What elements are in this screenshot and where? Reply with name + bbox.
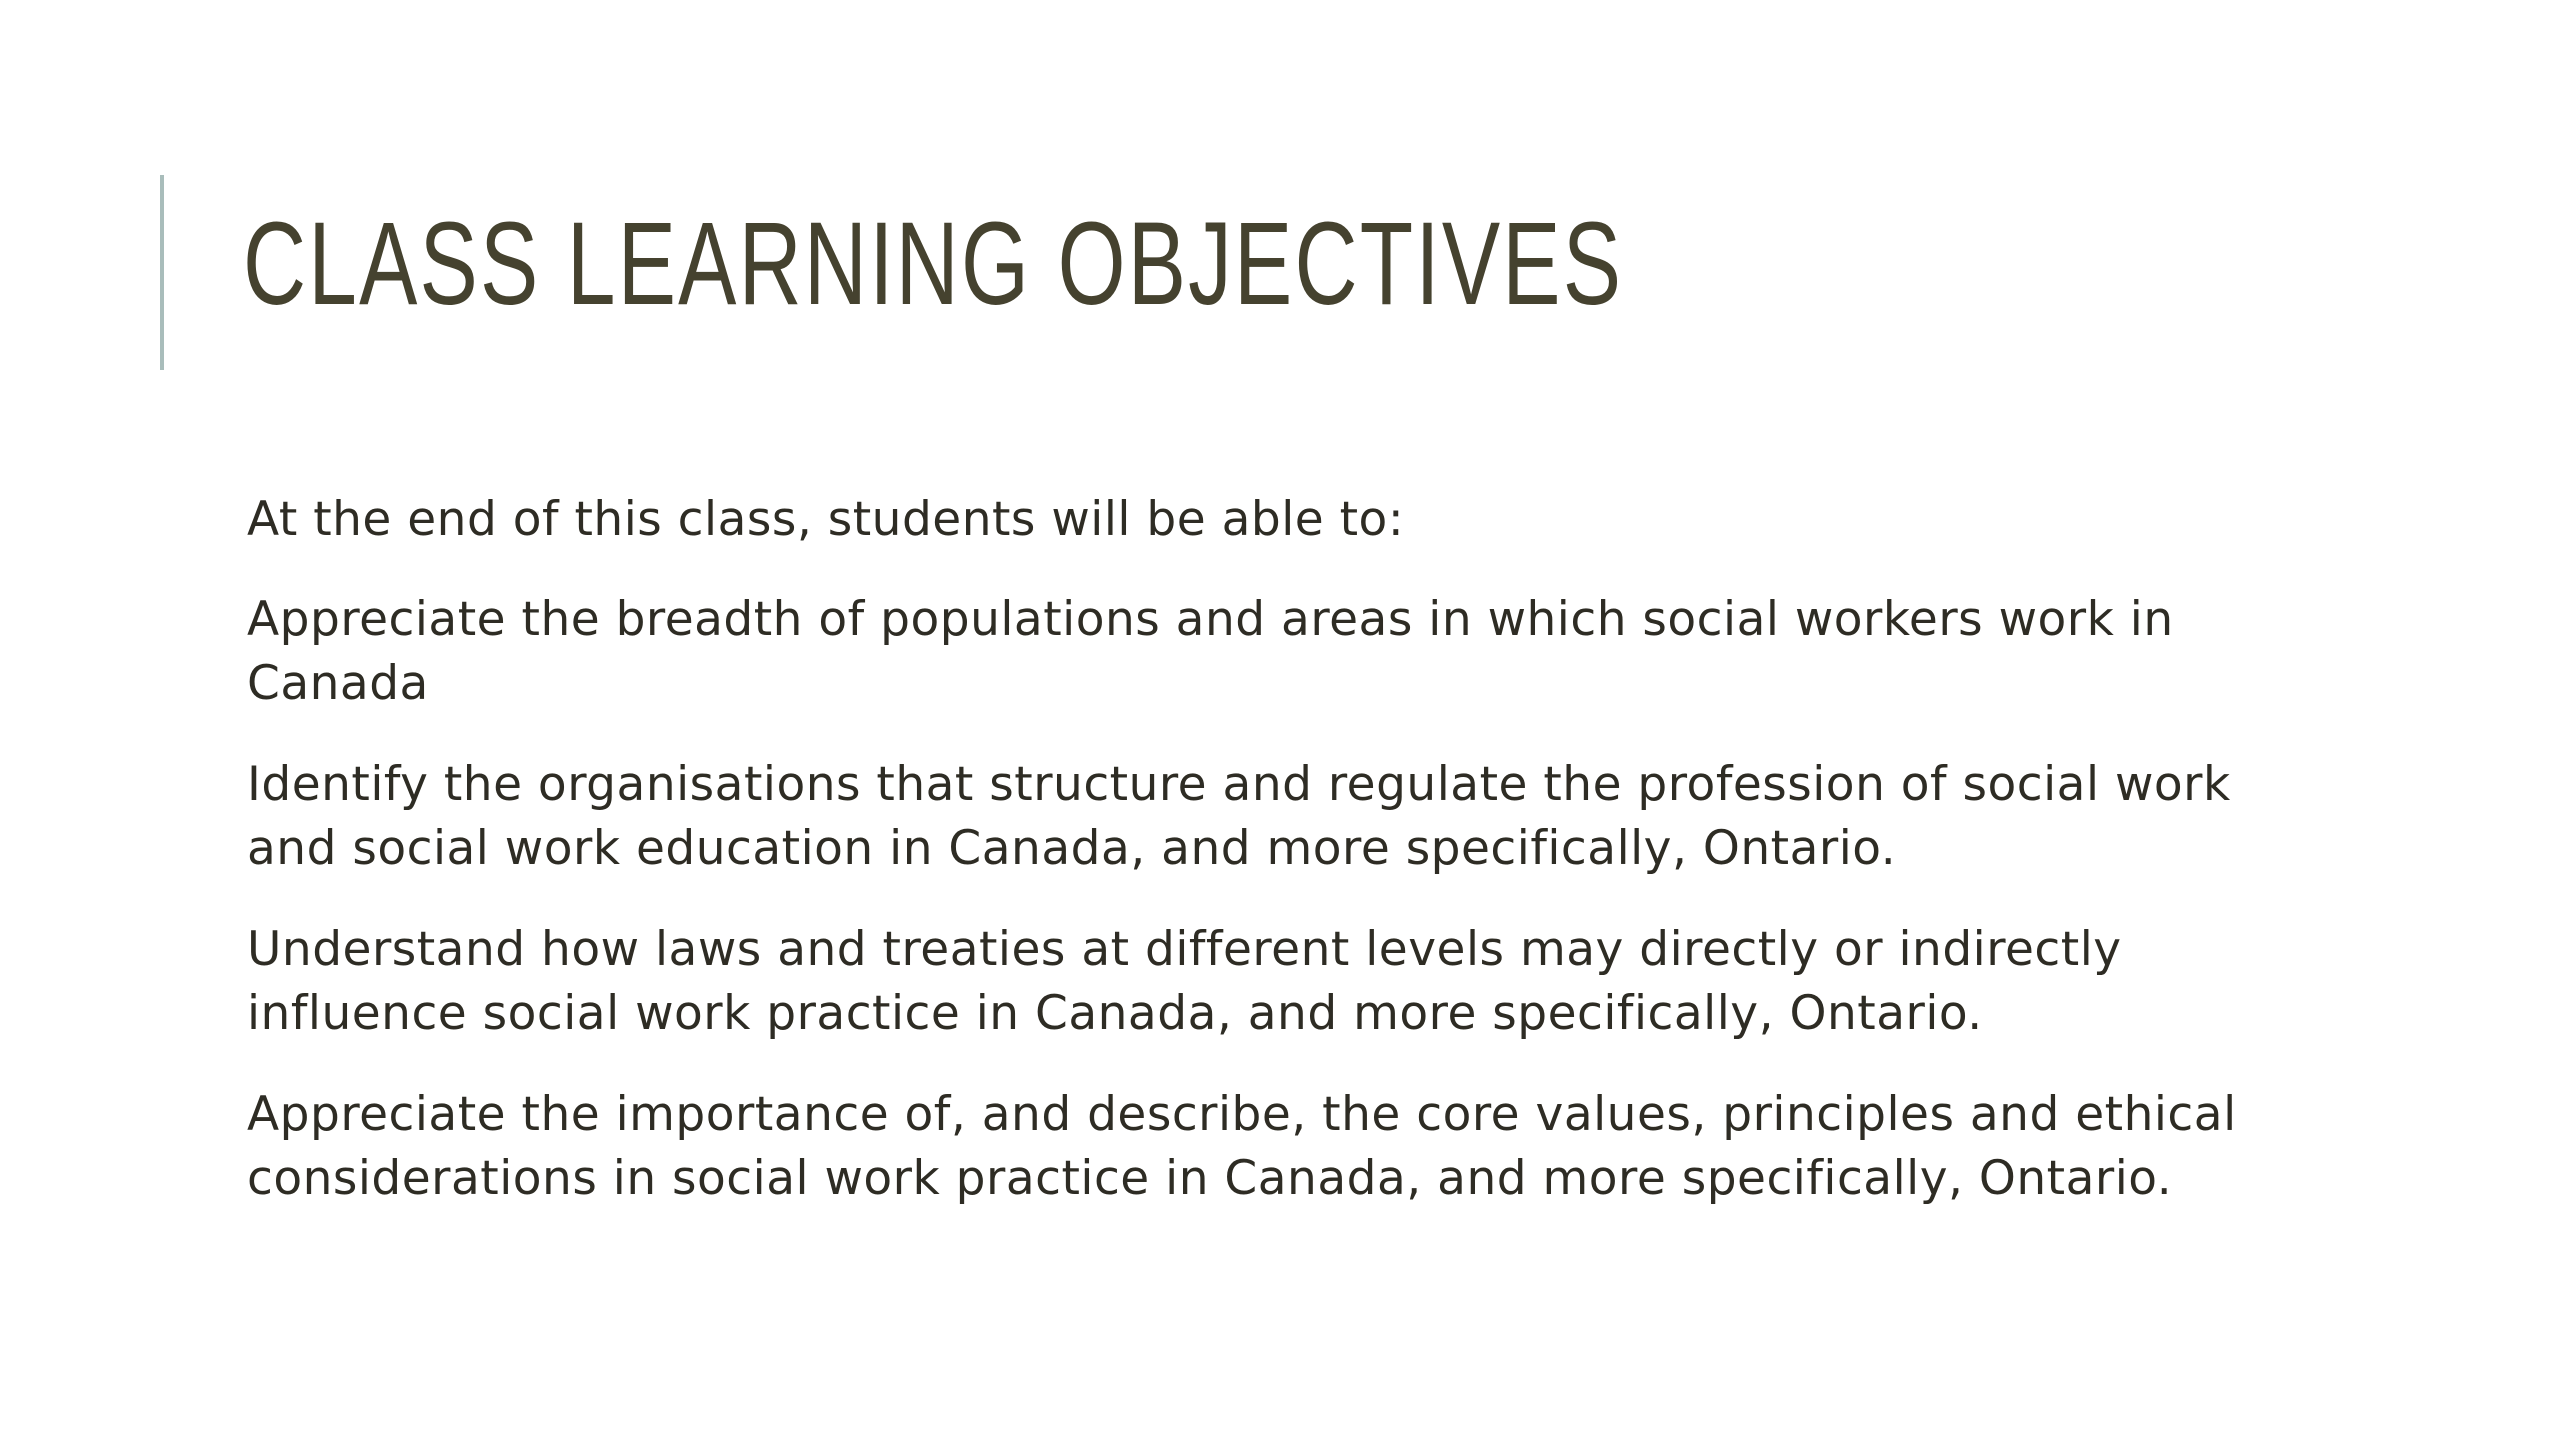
objective-item: Appreciate the breadth of populations and areas in which social workers work in Canada: [247, 592, 2174, 711]
objective-item: Appreciate the importance of, and describe, the core values, principles and ethical considerations in social work practice in Canada, and more specifically, Ontario.: [247, 1087, 2237, 1206]
slide-body: [247, 488, 2247, 1248]
slide-title: CLASS LEARNING OBJECTIVES: [243, 198, 1624, 330]
objective-item: Identify the organisations that structure and regulate the profession of social work and social work education in Canada, and more specifically, Ontario.: [247, 757, 2231, 876]
title-accent-bar: [160, 175, 164, 370]
intro-text: At the end of this class, students will be able to:: [247, 492, 1405, 547]
objective-item: Understand how laws and treaties at different levels may directly or indirectly influence social work practice in Canada, and more specifically, Ontario.: [247, 922, 2122, 1041]
